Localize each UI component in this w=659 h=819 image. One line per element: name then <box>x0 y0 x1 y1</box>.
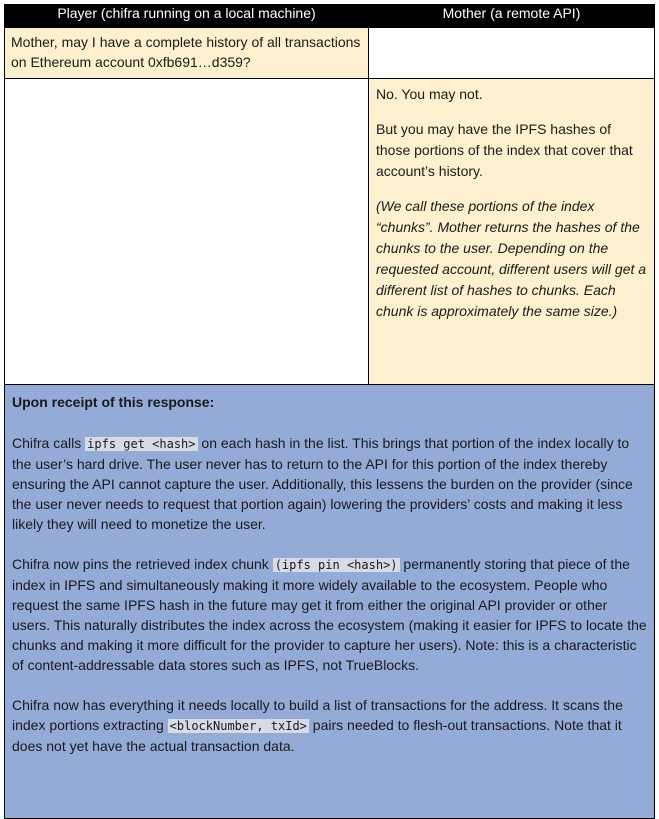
mother-column-header: Mother (a remote API) <box>369 5 655 28</box>
answer-refusal: No. You may not. <box>376 86 483 102</box>
code-block-txid: <blockNumber, txId> <box>169 719 307 733</box>
receipt-section <box>5 385 655 819</box>
player-question: Mother, may I have a complete history of all transactions on Ethereum account 0xfb691…d359? <box>5 28 369 79</box>
mother-empty-cell <box>369 28 655 79</box>
answer-note: (We call these portions of the index “chunks”. Mother returns the hashes of the chunks to the user. Depending on the requested account, different users will get a different list of hashes to chunks. Each chunk is approximately the same size.) <box>376 198 647 319</box>
receipt-paragraph-get: Chifra calls ipfs get <hash> on each hash in the list. This brings that portion of the index locally to the user’s hard drive. The user never has to return to the API for this portion of the index thereby ensuring the API cannot capture the user. Additionally, this lessens the burden on the provider (since the user never needs to request that portion again) lowering the providers’ costs and making it less likely they will need to monetize the user. <box>12 435 633 532</box>
mother-answer <box>369 79 655 385</box>
player-empty-cell <box>5 79 369 385</box>
dialogue-table <box>4 4 655 819</box>
player-column-header: Player (chifra running on a local machine) <box>5 5 369 28</box>
answer-offer: But you may have the IPFS hashes of those portions of the index that cover that account’s history. <box>376 121 633 179</box>
receipt-paragraph-build: Chifra now has everything it needs locally to build a list of transactions for the address. It scans the index portions extracting <blockNumber, txId> pairs needed to flesh-out transactions. Note that it does not yet have the actual transaction data. <box>12 697 623 754</box>
code-ipfs-get: ipfs get <hash> <box>87 437 196 451</box>
receipt-heading: Upon receipt of this response: <box>12 394 215 410</box>
code-ipfs-pin: (ipfs pin <hash>) <box>274 558 398 572</box>
receipt-paragraph-pin: Chifra now pins the retrieved index chunk (ipfs pin <hash>) permanently storing that piece of the index in IPFS and simultaneously making it more widely available to the ecosystem. People who request the same IPFS hash in the future may get it from either the original API provider or other users. This naturally distributes the index across the ecosystem (making it easier for IPFS to locate the chunks and making it more difficult for the provider to capture her users). Note: this is a characteristic of content-addressable data stores such as IPFS, not TrueBlocks. <box>12 556 647 673</box>
